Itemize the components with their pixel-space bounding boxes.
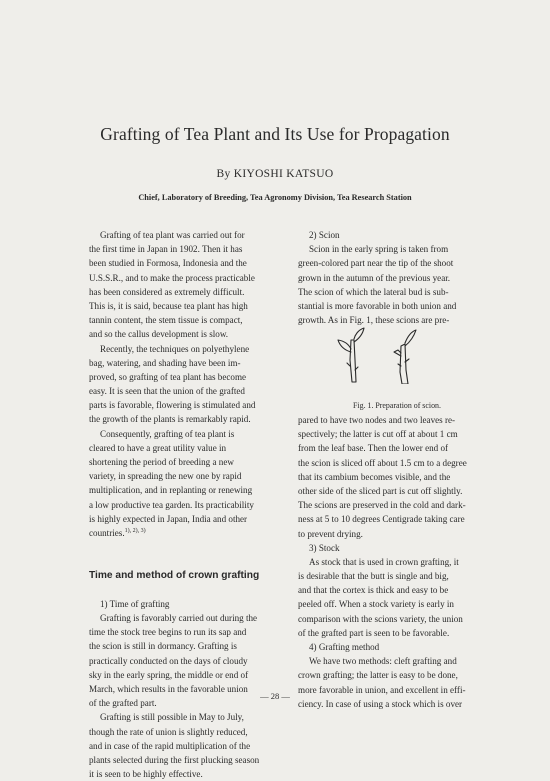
text-line: the growth of the plants is remarkably rapid.	[89, 414, 251, 425]
text-line: and that the cortex is thick and easy to be	[298, 585, 449, 596]
author-line: By KIYOSHI KATSUO	[216, 168, 334, 180]
text-line: Grafting of tea plant was carried out for	[100, 230, 245, 240]
text-line: it is seen to be highly effective.	[89, 769, 203, 780]
right-column-bottom	[298, 413, 494, 711]
text-line: green-colored part near the tip of the shoot	[298, 258, 454, 269]
text-line: more favorable in union, and excellent in effi-	[298, 684, 466, 695]
text-line: of the grafted part.	[89, 698, 157, 709]
scion-stem-left	[350, 340, 356, 382]
text-line: shortening the period of breeding a new	[89, 457, 234, 467]
text-line: March, which results in the favorable union	[89, 684, 248, 694]
text-line: Recently, the techniques on polyethylene	[100, 343, 250, 354]
text-line: 2) Scion	[309, 230, 340, 240]
figure-caption: Fig. 1. Preparation of scion.	[353, 401, 441, 410]
scion-leaf-right-1	[394, 350, 401, 356]
text-line: practically conducted on the days of cloudy	[89, 655, 248, 666]
text-line: tannin content, the stem tissue is compact,	[89, 315, 243, 326]
text-line: crown grafting; the latter is easy to be done,	[298, 670, 458, 681]
text-line: The scion of which the lateral bud is sub-	[298, 286, 449, 297]
text-line: This is, it is said, because tea plant has high	[89, 300, 248, 311]
text-line: proved, so grafting of tea plant has become	[89, 371, 247, 382]
text-line: We have two methods: cleft grafting and	[309, 656, 457, 667]
text-line: Consequently, grafting of tea plant is	[100, 428, 235, 439]
text-line: Scion in the early spring is taken from	[309, 244, 449, 255]
scion-leaf-right-2	[405, 330, 416, 346]
text-line: As stock that is used in crown grafting, it	[309, 556, 459, 567]
scion-preparation-figure	[330, 326, 450, 384]
text-line: and in case of the rapid multiplication of the	[89, 740, 251, 751]
text-line: and so the callus development is slow.	[89, 329, 229, 340]
citation-superscript: 1), 2), 3)	[124, 527, 146, 534]
page-number: — 28 —	[260, 691, 290, 701]
text-line: the first time in Japan in 1902. Then it has	[89, 244, 243, 255]
text-line: ness at 5 to 10 degrees Centigrade taking care	[298, 514, 465, 525]
text-line: pared to have two nodes and two leaves re-	[298, 415, 456, 425]
text-line: peeled off. When a stock variety is early in	[298, 599, 454, 610]
text-line: U.S.S.R., and to make the process practicable	[89, 272, 255, 283]
text-line: countries.$^{1), 2), 3)}$	[89, 527, 146, 538]
text-line: of the grafted part is seen to be favorable.	[298, 627, 450, 638]
paper-title: Grafting of Tea Plant and Its Use for Propagation	[100, 124, 450, 144]
text-line: been studied in Formosa, Indonesia and the	[89, 258, 247, 269]
text-line: spectively; the latter is cut off at about 1 cm	[298, 429, 458, 440]
scion-stem-right	[400, 344, 408, 384]
text-line: other side of the sliced part is cut off slightly.	[298, 485, 463, 496]
text-line: sky in the early spring, the middle or end of	[89, 669, 249, 680]
text-line: bag, watering, and shading have been im-	[89, 357, 241, 368]
text-line: The scions are preserved in the cold and dark-	[298, 500, 466, 511]
text-line: 1) Time of grafting	[100, 598, 170, 609]
text-line: comparison with the scions variety, the union	[298, 613, 463, 624]
text-line: the scion is still in dormancy. Grafting is	[89, 641, 237, 652]
text-line: 3) Stock	[309, 542, 340, 553]
text-line: from the leaf base. Then the lower end of	[298, 443, 449, 454]
text-line	[89, 583, 285, 597]
text-line: the scion is sliced off about 1.5 cm to a degree	[298, 457, 467, 468]
text-line: a low productive tea garden. Its practicability	[89, 499, 254, 510]
text-line: ciency. In case of using a stock which is over	[298, 698, 463, 709]
text-line	[89, 554, 285, 568]
text-line: Grafting is still possible in May to July,	[100, 712, 244, 723]
text-line: variety, in spreading the new one by rapid	[89, 471, 242, 482]
text-line: that its cambium becomes visible, and the	[298, 471, 451, 482]
section-heading: Time and method of crown grafting	[89, 569, 260, 581]
text-line: 4) Grafting method	[309, 642, 380, 652]
text-line: is desirable that the butt is single and big,	[298, 571, 449, 582]
text-line	[89, 540, 285, 554]
text-line: is highly expected in Japan, India and other	[89, 513, 248, 524]
affiliation-line: Chief, Laboratory of Breeding, Tea Agronomy Division, Tea Research Station	[138, 193, 412, 202]
text-line: multiplication, and in replanting or renewing	[89, 485, 253, 496]
text-line: to prevent drying.	[298, 528, 363, 539]
text-line: easy. It is seen that the union of the grafted	[89, 386, 245, 397]
right-column-top	[298, 228, 494, 327]
text-line: though the rate of union is slightly reduced,	[89, 726, 248, 737]
text-line: grown in the autumn of the previous year.	[298, 272, 451, 283]
text-line: stantial is more favorable in both union and	[298, 300, 457, 311]
text-line: cleared to have a great utility value in	[89, 442, 227, 453]
text-line: has been considered as extremely difficult.	[89, 286, 245, 297]
text-line: plants selected during the first plucking season	[89, 754, 260, 765]
text-line: growth. As in Fig. 1, these scions are pre-	[298, 315, 450, 326]
text-line: parts is favorable, flowering is stimulated and	[89, 400, 256, 411]
scion-leaf-left-2	[354, 328, 364, 342]
scion-leaf-left-1	[338, 340, 351, 352]
text-line: Grafting is favorably carried out during the	[100, 613, 258, 624]
text-line: time the stock tree begins to run its sap and	[89, 627, 247, 638]
